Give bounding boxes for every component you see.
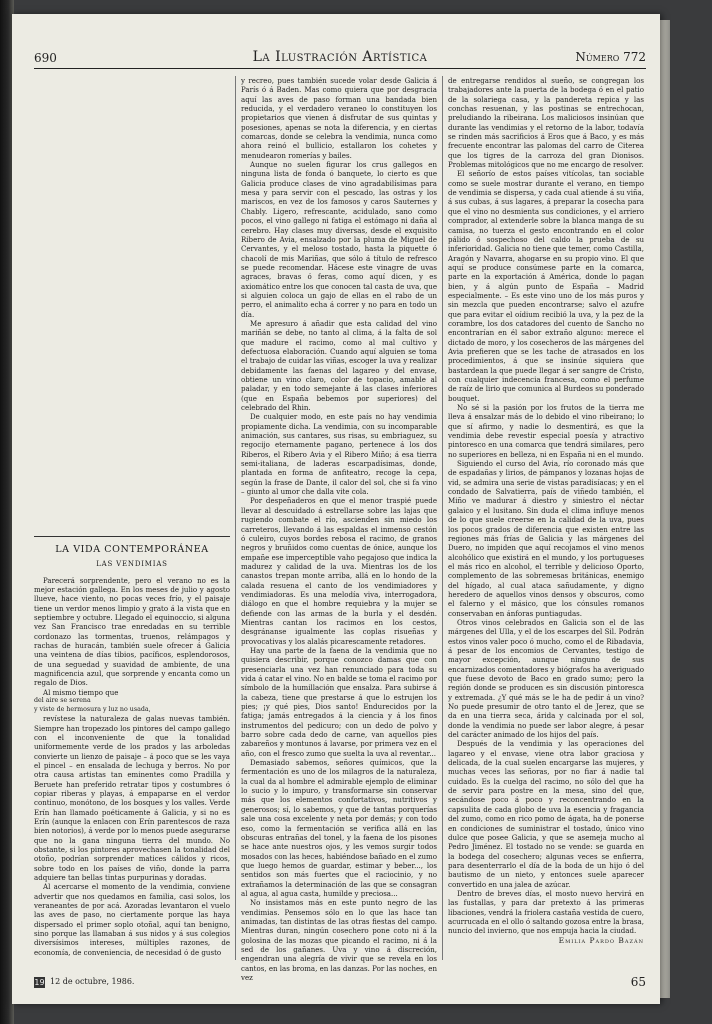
paragraph: Después de la vendimia y las operaciones del lagareo y el envase, viene otra labor graciosa y delicada, de la cual suelen encargarse las mujeres, y muchas veces las señoras, por no fiar á nadie tal cuidado. Es la cuelga del racimo, no sólo del que ha de servir para postre en la mesa, sino del que, secándose poco á poco y reconcentrando en la capsulita de cada globo de uva la esencia y fragancia del zumo, como en rico pomo de ágata, ha de ponerse en condiciones de suministrar el tostado, único vino dulce que posee Galicia, y que se asemeja mucho al Pedro Jiménez. El tostado no se vende: se guarda en la bodega del cosechero; algunas veces se enfierra, para desenterrarlo el día de la boda de un hijo ó del bautismo de un nieto, y entonces suele aparecer convertido en una jalea de azúcar.: [448, 739, 644, 889]
paragraph: de entregarse rendidos al sueño, se congregan los trabajadores ante la puerta de la bodega ó en el patio de la solariega casa, y la pandereta repica y las conchas resuenan, y las postinas se entrechocan, preludiando la ribeirana. Los maliciosos insinúan que durante las vendimias y el retorno de la labor, todavía se rinden más sacrificios á Eros que á Baco, y es más frecuente encontrar las palomas del carro de Citerea que los tigres de la carroza del gran Dionisos. Problemas mitológicos que no me encargo de resolver.: [448, 76, 644, 170]
section-rule: [34, 536, 230, 537]
verse-line: y viste de hermosura y luz no usada,: [34, 705, 151, 713]
page-footer: [34, 974, 646, 994]
paragraph: Me apresuro á añadir que esta calidad del vino mariñán se debe, no tanto al clima, á la falta de sol que madure el racimo, como al mal cultivo y defectuosa elaboración. Cuando aquí alguien se toma el trabajo de cuidar las viñas, escoger la uva y realizar debidamente las faenas del lagareo y del envase, obtiene un vino claro, color de topacio, amable al paladar, y en todo semejante á las clases inferiores (que en España bebemos por superiores) del celebrado del Rhin.: [241, 318, 437, 413]
column-2: [241, 76, 437, 982]
page-number-right: 65: [630, 975, 646, 989]
paragraph: Al mismo tiempo que: [43, 687, 119, 697]
verse-line: del aire se serena: [34, 697, 91, 705]
paragraph: No insistamos más en este punto negro de las vendimias. Pensemos sólo en lo que las hace tan animadas, tan distintas de las otras fiestas del campo. Mientras duran, ningún cosechero pone coto ni á la golosina de las mozas que picando el racimo, ni á la sed de los gañanes. Uva y vino á discreción, engendran una alegría de vivir que se revela en los cantos, en las broma, en las danzas. Por las noches, en vez: [241, 898, 437, 982]
page-header: [34, 46, 646, 69]
column-divider: [442, 76, 443, 960]
paragraph: Siguiendo el curso del Avia, río coronado más que de espadañas y lirios, de pámpanos y lozanas hojas de vid, se admira una serie de vistas paradisíacas; y en el condado de Salvatierra, país de viñedo también, el Miño ve madurar á diestro y siniestro el néctar galaico y el lusitano. Sin duda el clima influye menos de lo que suele creerse en la calidad de la uva, pues los pocos grados de diferencia que existen entre las regiones más frías de Galicia y las márgenes del Duero, no impiden que aquí recojamos el vino menos alcohólico que existirá en el mundo, y los portugueses el más rico en alcohol, el terrible y delicioso Oporto, complemento de las sobremesas británicas, enemigo del hígado, al cual ataca sañudamente, y digno heredero de aquellos vinos densos y obscuros, como el falerno y el másico, que los cónsules romanos conservaban en ánforas puntiagudas.: [448, 459, 644, 618]
footer-date: 12 de octubre, 1986.: [50, 977, 135, 986]
issue-number: Número 772: [575, 50, 646, 64]
paragraph: El señorío de estos países vitícolas, tan sociable como se suele mostrar durante el verano, en tiempo de vendimia se dispersa, y cada cual atiende á su viña, á sus cubas, á sus lagares, á preparar la cosecha para que el vino no desmienta sus condiciones, y el arriero comprador, al extenderle sobre la blanca manga de su camisa, no tuerza el gesto encontrando en el color pálido ó sospechoso del caldo la prueba de su inferioridad. Galicia no tiene que temer, como Castilla, Aragón y Navarra, ahogarse en su propio vino. El que aquí se produce consúmese parte en la comarca, parte en la exportación á América, donde lo pagan bien, y á algún punto de España – Madrid especialmente. – Es este vino uno de los más puros y sin mezcla que pueden encontrarse; salvo el azufre que para evitar el oídium recibió la uva, y la pez de la corambre, los dos catadores del cuento de Sancho no encontrarían en él sabor extraño alguno: merece el dictado de moro, y los cosecheros de las márgenes del Avia prefieren que se les tache de atrasados en los procedimientos, á que se insinúe siquiera que bastardean la que puede llegar á ser sangre de Cristo, con cualquier indecencia francesa, como el perfume de raíz de lirio que comunica al Burdeos su ponderado bouquet.: [448, 169, 644, 403]
paragraph: Al acercarse el momento de la vendimia, conviene advertir que nos quedamos en familia, casi solos, los veraneantes de por acá. Azoradas levantaron el vuelo las aves de paso, no ciertamente porque las haya dispersado el primer soplo otoñal, aquí tan benigno, sino porque las llamaban á sus nidos y á sus colegios diversísimos intereses, múltiples razones, de economía, de conveniencia, de necesidad ó de gusto: [34, 882, 230, 957]
paragraph: Por despeñaderos en que el menor traspié puede llevar al descuidado á estrellarse sobre las lajas que rugiendo combate el río, ascienden sin miedo los carreteros, llevando á las espaldas el inmenso cestón ó culeiro, cuyos bordes rebosa el racimo, de granos negros y bruñidos como cuentas de ónice, aunque los empañe ese imperceptible vaho pegajoso que indica la madurez y calidad de la uva. Mientras los de los canastos trepan monte arriba, allá en lo hondo de la calada resuena el canto de los vendimiadores y vendimiadoras. Es una melodía viva, interrogadora, diálogo en que el hombre requiebra y la mujer se defiende con las armas de la burla y el desdén. Mientras cantan los racimos en los cestos, desgránanse igualmente las coplas risueñas y provocativas y los alalás picarescamente retadores.: [241, 496, 437, 646]
masthead-title: La Ilustración Artística: [252, 49, 428, 65]
paragraph: y recreo, pues también sucede volar desde Galicia á París ó á Baden. Mas como quiera que por desgracia aquí las aves de paso forman una bandada bien reducida, y el verdadero veraneo lo constituyen los propietarios que vienen á disfrutar de sus quintas y posesiones, apenas se nota la diferencia, y en ciertas comarcas, donde se celebra la vendimia, nunca como ahora reinó el bullicio, estallaron los cohetes y menudearon romerías y bailes.: [241, 76, 437, 160]
paragraph: Otros vinos celebrados en Galicia son el de las márgenes del Ulla, y el de los escarpes del Sil. Podrán estos vinos valer poco ó mucho, como el de Ribadavia, á pesar de los encomios de Cervantes, testigo de mayor excepción, aunque ninguno de sus encarnizados comentadores y biógrafos ha averiguado que fuese devoto de Baco en grado sumo; pero la región donde se producen es sin discusión pintoresca y extremada. ¿Y qué más se le ha de pedir á un vino? No puede presumir de otro tanto el de Jerez, que se da en una tierra seca, árida y calcinada por el sol, donde la vendimia no puede ser labor alegre, á pesar del carácter animado de los hijos del país.: [448, 617, 644, 740]
author-signature: Emilia Pardo Bazán: [558, 935, 644, 945]
section-title: LA VIDA CONTEMPORÁNEA: [55, 544, 209, 555]
empty-space: [34, 76, 230, 536]
paragraph: revístese la naturaleza de galas nuevas también. Siempre han tropezado los pintores del campo gallego con el inconveniente de que la tonalidad uniformemente verde de los prados y las arboledas convierte un lienzo de paisaje – á poco que se les vaya el pincel – en ensalada de lechuga y berros. No por otra causa artistas tan eminentes como Pradilla y Beruete han preferido retratar tipos y costumbres ó copiar riberas y playas, á empaparse en el verdor continuo, monótono, de los bosques y los valles. Verde Erín han llamado poéticamente á Galicia, y si no es Erín (aunque la enlacen con Erín parentescos de raza bien notorios), á verde por lo menos puede asegurarse que no la gana ninguna tierra del mundo. No obstante, si los pintores aprovechasen la tonalidad del otoño, podrían sorprender matices cálidos y ricos, sobre todo en los países de viño, donde la parra adquiere tan bellas tintas purpurinas y doradas.: [34, 714, 230, 882]
paragraph: Parecerá sorprendente, pero el verano no es la mejor estación gallega. En los meses de julio y agosto llueve, hace viento, no pocas veces frío, y el paisaje tiene un verdor menos limpio y grato á la vista que en septiembre y octubre. Llegado el equinoccio, si alguna vez San Francisco trae enredadas en su terrible cordonazo las tormentas, truenos, relámpagos y rachas de huracán, también suele ofrecer á Galicia una veintena de días tibios, pacíficos, esplendorosos, de una seguedad y suavidad de ambiente, de una magnificencia azul, que sorprende y encanta como un regalo de Dios.: [34, 575, 230, 688]
paragraph: Aunque no suelen figurar los crus gallegos en ninguna lista de fonda ó banquete, lo cierto es que Galicia produce clases de vino agradabilísimas para mesa y para servir con el pescado, las ostras y los mariscos, en vez de los famosos y caros Sauternes y Chably. Ligero, refrescante, acidulado, sano como pocos, el vino gallego ni fatiga el estómago ni daña al cerebro. Hay clases muy diversas, desde el exquisito Ribero de Avia, ensalzado por la pluma de Miguel de Cervantes, y el meloso tostado, hasta la piquette ó chacolí de mis Mariñas, que sólo á título de refresco se puede recomendar. Hácese este vinagre de uvas agraces, bravas ó feras, como aquí dicen, y es axiomático entre los que conocen tal casta de uva, que si alguien coloca un gajo de ellas en el rabo de un perro, el animalito echa á correr y no para en todo un día.: [241, 160, 437, 319]
page-number-left: 690: [34, 51, 57, 65]
column-3: [448, 76, 644, 960]
section-subtitle: LAS VENDIMIAS: [96, 560, 168, 569]
paragraph: Hay una parte de la faena de la vendimia que no quisiera describir, porque conozco damas que con presenciarla una vez han renunciado para toda su vida á catar el vino. No en balde se toma el racimo por símbolo de la humillación que ensalza. Para subirse á la cabeza, tiene que prestarse á que lo estrujen los pies; ¡y qué pies, Dios santo! Endurecidos por la fatiga; jamás entregados á la ciencia y á los finos instrumentos del pedicuro; con un dedo de polvo y barro sobre cada dedo de carne, van aquellos pies zabareños y montunos á lavarse, por primera vez en el año, con el fresco zumo que suelta la uva al reventar...: [241, 645, 437, 758]
paragraph: No sé si la pasión por los frutos de la tierra me lleva á ensalzar más de lo debido el vino ribeirano; lo que sí afirmo, y nadie lo desmentirá, es que la vendimia debe revestir especial poesía y atractivo pintoresco en una comarca que tendrá similares, pero no superiores en belleza, ni en España ni en el mundo.: [448, 403, 644, 459]
paragraph: Dentro de breves días, el mosto nuevo hervirá en las fustallas, y para dar pretexto á las primeras libaciones, vendrá la friolera castaña vestida de cuero, acurrucada en el ollo ó saltando gozosa entre la brasa, nuncio del invierno, que nos empuja hacia la ciudad.: [448, 888, 644, 936]
column-divider: [235, 76, 236, 960]
paragraph: Demasiado sabemos, señores químicos, que la fermentación es uno de los milagros de la naturaleza, la cual da al hombre el admirable ejemplo de eliminar lo sucio y lo impuro, y transformarse sin conservar más que los elementos confortativos, nutritivos y generosos; sí, lo sabemos, y que de tantas porquerías sale una cosa excelente y neta por demás; y con todo eso, como la fermentación se verifica allá en las obscuras entrañas del tonel, y la faena de los pisones se hace ante nuestros ojos, y les vemos surgir todos mosados con las heces, habiéndose bañado en el zumo que luego hemos de guardar, estimar y beber..., los sentidos son más fuertes que el raciocinio, y no extrañamos la determinación de las que se consagran al agua, al agua casta, humilde y preciosa...: [241, 758, 437, 898]
column-1: [34, 76, 230, 960]
footer-badge: 19: [34, 978, 45, 987]
paragraph: De cualquier modo, en este país no hay vendimia propiamente dicha. La vendimia, con su incomparable animación, sus cantares, sus risas, su embriaguez, su regocijo eternamente pagano, pertenece á los dos Riberos, el Ribero Avia y el Ribero Miño; á esa tierra semi-italiana, de laderas escarpadísimas, donde, plantada en forma de anfiteatro, recoge la cepa, según la frase de Dante, il calor del sol, che si fa vino – giunto al umor che dalla vite cola.: [241, 412, 437, 497]
page-edge: [660, 20, 670, 998]
